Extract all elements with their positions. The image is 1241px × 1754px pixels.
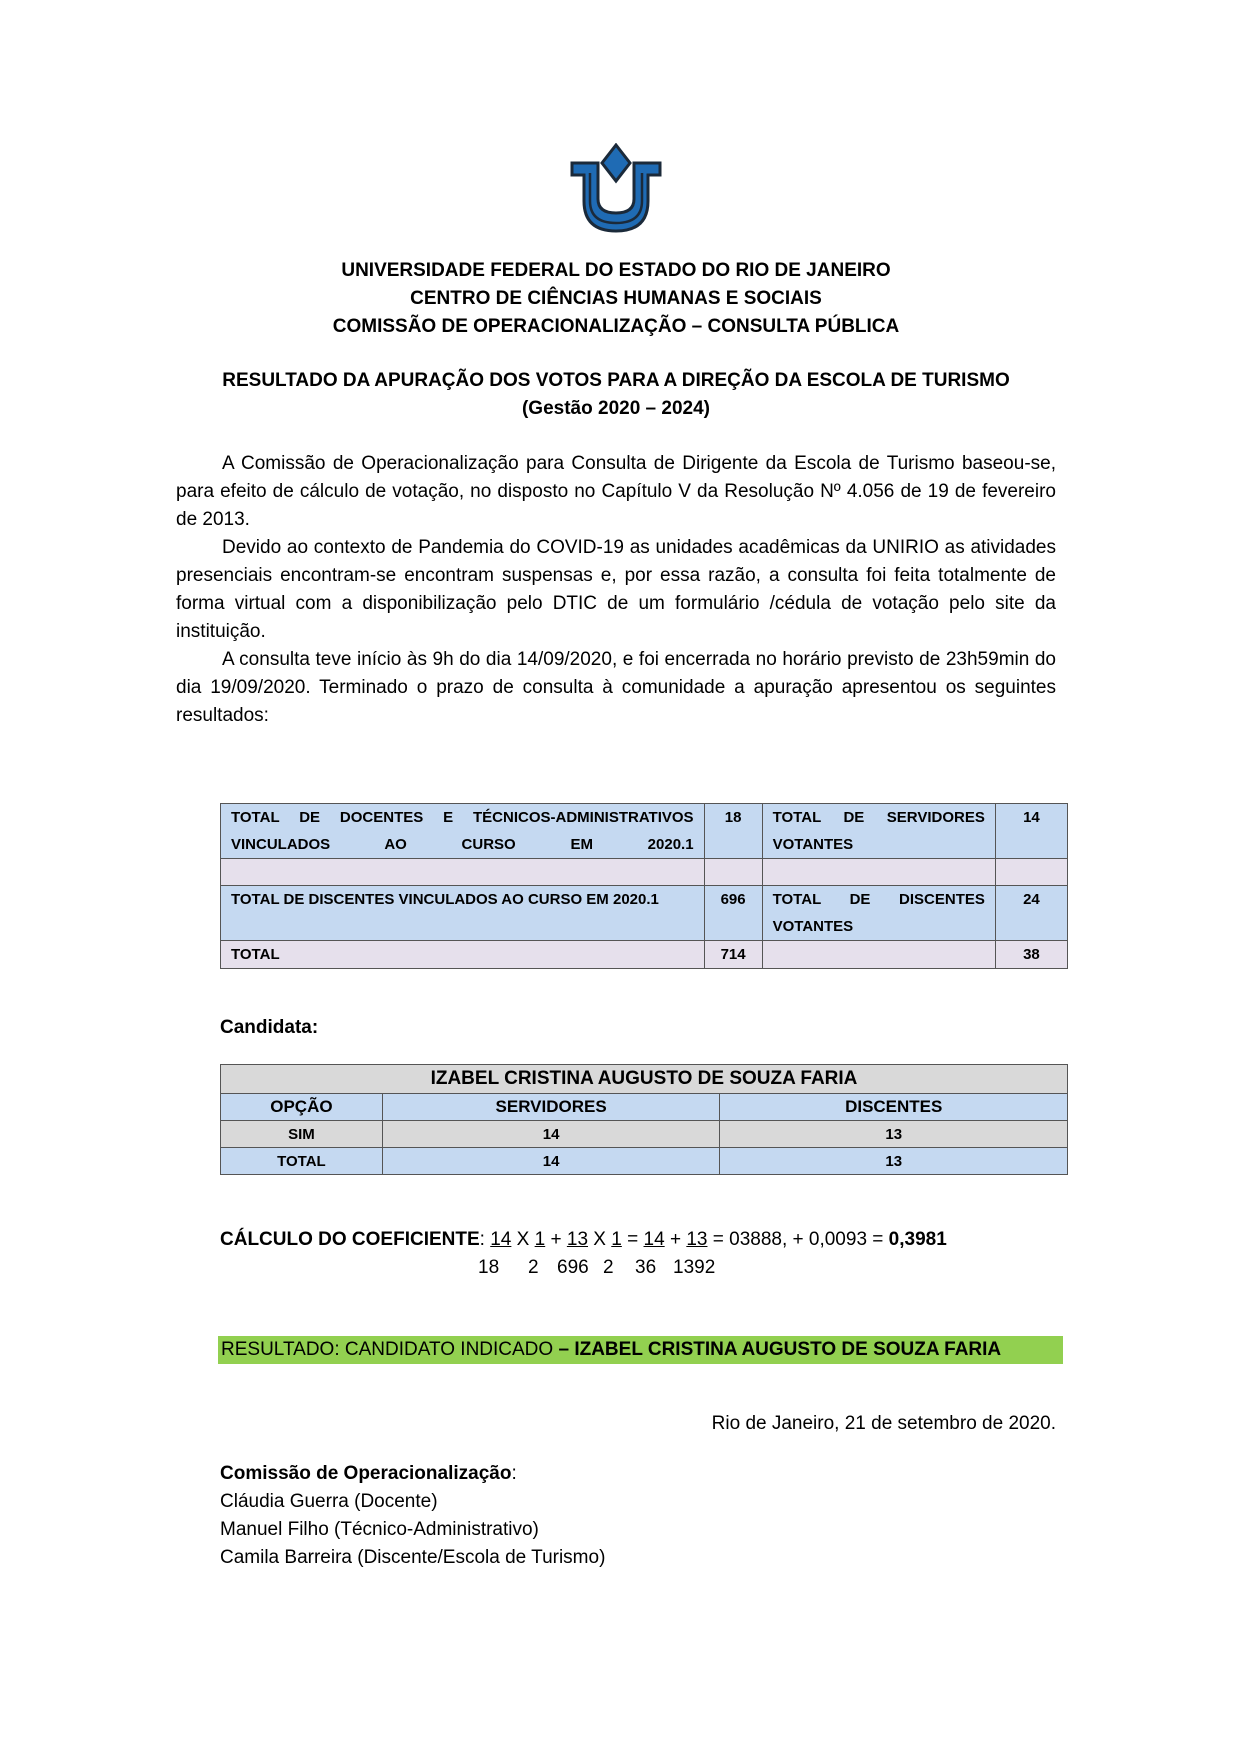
- calc-final: 0,3981: [888, 1229, 947, 1250]
- total-staff-voters-value: 14: [995, 804, 1067, 859]
- total-students-value: 696: [704, 886, 762, 941]
- calc-d2: 2: [528, 1257, 539, 1278]
- calc-label: CÁLCULO DO COEFICIENTE: [220, 1229, 480, 1250]
- commission-member: Manuel Filho (Técnico-Administrativo): [220, 1519, 539, 1540]
- calc-colon: :: [479, 1229, 485, 1250]
- commission-colon: :: [511, 1463, 517, 1484]
- header-line-1: UNIVERSIDADE FEDERAL DO ESTADO DO RIO DE JANEIRO: [341, 260, 891, 281]
- header-line-2: CENTRO DE CIÊNCIAS HUMANAS E SOCIAIS: [410, 288, 822, 309]
- calc-a2: 1: [611, 1229, 622, 1250]
- grand-total-label: TOTAL: [221, 941, 705, 969]
- calc-n2: 13: [566, 1229, 589, 1250]
- table-row: [221, 886, 1068, 941]
- total-staff-voters-label: TOTAL DE SERVIDORES VOTANTES: [762, 804, 995, 859]
- total-students-voters-label: TOTAL DE DISCENTES VOTANTES: [762, 886, 995, 941]
- calc-plus1: +: [550, 1229, 562, 1250]
- total-staff-value: 18: [704, 804, 762, 859]
- calc-d4: 2: [603, 1257, 614, 1278]
- total-students-voters-value: 24: [995, 886, 1067, 941]
- institution-header: [176, 257, 1056, 341]
- grand-total-value: 714: [704, 941, 762, 969]
- calc-eq1: =: [627, 1229, 639, 1250]
- column-header-students: DISCENTES: [720, 1094, 1068, 1121]
- row-students: 13: [720, 1121, 1068, 1148]
- commission-member: Camila Barreira (Discente/Escola de Turismo): [220, 1547, 606, 1568]
- calc-d5: 36: [635, 1257, 657, 1278]
- header-line-3: COMISSÃO DE OPERACIONALIZAÇÃO – CONSULTA PÚBLICA: [332, 316, 900, 337]
- calc-plus2: +: [669, 1229, 682, 1250]
- table-row: [221, 1121, 1068, 1148]
- coefficient-calculation: [220, 1226, 947, 1254]
- table-row-spacer: [221, 859, 1068, 886]
- column-header-option: OPÇÃO: [221, 1094, 383, 1121]
- row-option: TOTAL: [221, 1148, 383, 1175]
- calc-x1: X: [516, 1229, 530, 1250]
- commission-title: Comissão de Operacionalização: [220, 1463, 512, 1484]
- table-row: [221, 804, 1068, 859]
- title-line-1: RESULTADO DA APURAÇÃO DOS VOTOS PARA A DIREÇÃO DA ESCOLA DE TURISMO: [222, 370, 1010, 391]
- candidate-name: IZABEL CRISTINA AUGUSTO DE SOUZA FARIA: [221, 1065, 1068, 1094]
- calc-d1: 18: [478, 1257, 500, 1278]
- row-servers: 14: [382, 1121, 720, 1148]
- document-date: Rio de Janeiro, 21 de setembro de 2020.: [711, 1413, 1056, 1434]
- table-row: [221, 941, 1068, 969]
- paragraph-3: A consulta teve início às 9h do dia 14/09/2020, e foi encerrada no horário previsto de 23h59min do dia 19/09/2020. Terminado o prazo de consulta à comunidade a apuração apresentou os seguintes resultados:: [176, 649, 1056, 726]
- unirio-logo-icon: [568, 143, 664, 233]
- result-name: IZABEL CRISTINA AUGUSTO DE SOUZA FARIA: [574, 1339, 1002, 1360]
- calc-d6: 1392: [673, 1257, 716, 1278]
- commission-block: [220, 1460, 605, 1572]
- paragraph-2: Devido ao contexto de Pandemia do COVID-19 as unidades acadêmicas da UNIRIO as atividades presenciais encontram-se encontram suspensas e, por essa razão, a consulta foi feita totalmente de forma virtual com a disponibilização pelo DTIC de um formulário /cédula de votação pelo site da instituição.: [176, 537, 1056, 642]
- total-staff-label: TOTAL DE DOCENTES E TÉCNICOS-ADMINISTRATIVOS VINCULADOS AO CURSO EM 2020.1: [221, 804, 705, 859]
- commission-member: Cláudia Guerra (Docente): [220, 1491, 438, 1512]
- row-option: SIM: [221, 1121, 383, 1148]
- candidate-table: [220, 1064, 1068, 1175]
- grand-total-voters-value: 38: [995, 941, 1067, 969]
- table-row: [221, 1148, 1068, 1175]
- total-students-label: TOTAL DE DISCENTES VINCULADOS AO CURSO EM 2020.1: [221, 886, 705, 941]
- candidate-label: Candidata:: [220, 1017, 319, 1038]
- calc-r1: 14: [643, 1229, 665, 1250]
- calc-a1: 1: [534, 1229, 546, 1250]
- calc-d3: 696: [557, 1257, 589, 1278]
- grand-total-voters-label: [762, 941, 995, 969]
- result-prefix: RESULTADO: CANDIDATO INDICADO: [221, 1339, 554, 1360]
- result-banner: [218, 1336, 1063, 1364]
- body-text: [176, 450, 1056, 730]
- paragraph-1: A Comissão de Operacionalização para Consulta de Dirigente da Escola de Turismo baseou-se, para efeito de cálculo de votação, no disposto no Capítulo V da Resolução Nº 4.056 de 19 de fevereiro de 2013.: [176, 453, 1056, 530]
- totals-table: [220, 803, 1068, 969]
- logo-diamond: [602, 145, 630, 181]
- calc-n1: 14: [490, 1229, 512, 1250]
- calc-tail: = 03888, + 0,0093 =: [712, 1229, 884, 1250]
- calc-x2: X: [593, 1229, 606, 1250]
- result-dash: –: [558, 1339, 570, 1360]
- title-line-2: (Gestão 2020 – 2024): [521, 398, 710, 419]
- row-servers: 14: [382, 1148, 720, 1175]
- document-title: [176, 367, 1056, 423]
- candidate-name-row: [221, 1065, 1068, 1094]
- candidate-header-row: [221, 1094, 1068, 1121]
- row-students: 13: [720, 1148, 1068, 1175]
- commission-title-line: [220, 1460, 605, 1488]
- calc-r2: 13: [686, 1229, 708, 1250]
- column-header-servers: SERVIDORES: [382, 1094, 720, 1121]
